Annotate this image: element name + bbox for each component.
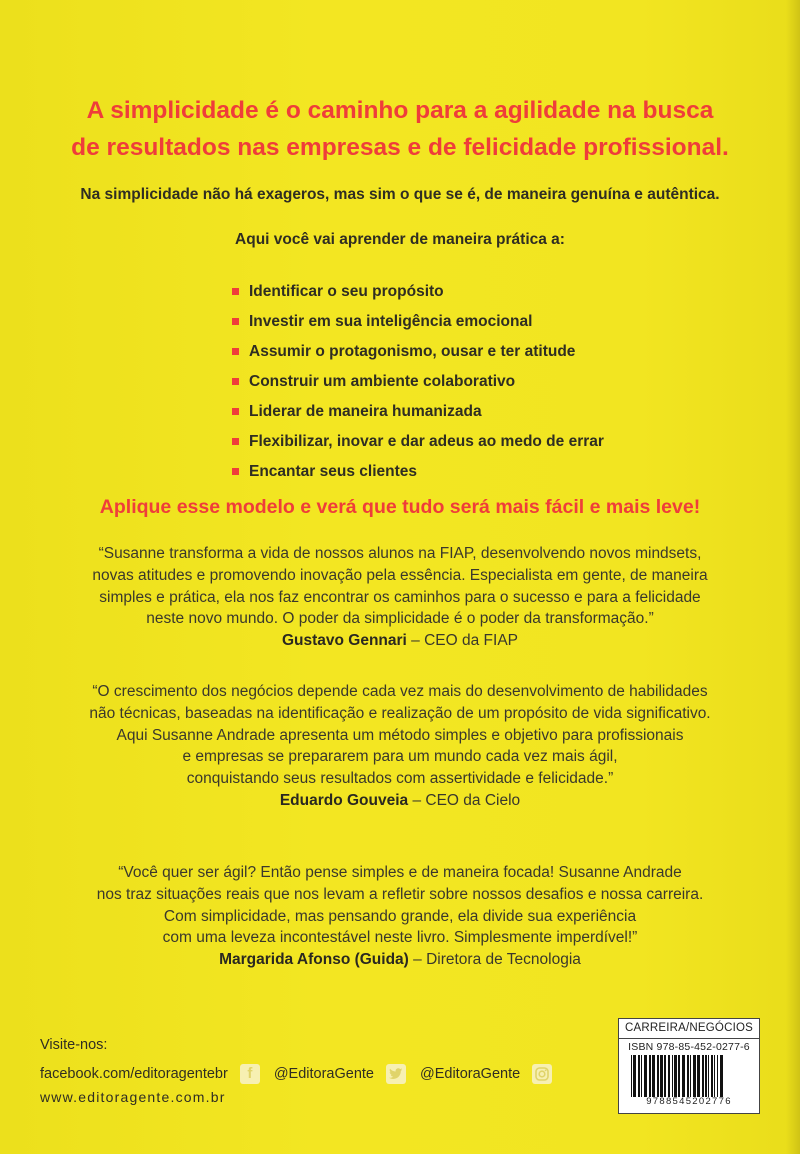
quote-line: não técnicas, baseadas na identificação e realização de um propósito de vida significativo.	[89, 704, 711, 722]
quote-attribution	[40, 949, 760, 971]
website-link[interactable]: www.editoragente.com.br	[40, 1089, 226, 1105]
quote-line: nos traz situações reais que nos levam a refletir sobre nossos desafios e nossa carreira.	[96, 885, 704, 903]
testimonial-gouveia	[40, 681, 760, 812]
category-label: CARREIRA/NEGÓCIOS	[619, 1019, 759, 1039]
bullet-square-icon	[232, 318, 239, 325]
list-item	[232, 400, 604, 430]
headline-line-2: de resultados nas empresas e de felicidade profissional.	[71, 134, 729, 161]
twitter-link[interactable]: @EditoraGente	[273, 1066, 374, 1082]
quote-author: Margarida Afonso (Guida)	[219, 951, 409, 969]
quote-line: Aqui Susanne Andrade apresenta um método simples e objetivo para profissionais	[116, 726, 684, 744]
bullet-square-icon	[232, 468, 239, 475]
list-item-label: Flexibilizar, inovar e dar adeus ao medo de errar	[249, 433, 604, 450]
headline-line-1: A simplicidade é o caminho para a agilidade na busca	[86, 97, 714, 124]
list-item-label: Liderar de maneira humanizada	[249, 403, 482, 420]
list-item	[232, 310, 604, 340]
intro-text: Na simplicidade não há exageros, mas sim o que se é, de maneira genuína e autêntica.	[80, 186, 720, 203]
quote-line: e empresas se prepararem para um mundo cada vez mais ágil,	[182, 748, 618, 766]
quote-line: neste novo mundo. O poder da simplicidade é o poder da transformação.”	[146, 610, 654, 628]
bullet-square-icon	[232, 438, 239, 445]
skills-list	[232, 280, 604, 490]
list-item	[232, 430, 604, 460]
list-item-label: Investir em sua inteligência emocional	[249, 313, 533, 330]
quote-author: Eduardo Gouveia	[279, 791, 409, 809]
lead-text: Aqui você vai aprender de maneira prática a:	[235, 231, 565, 248]
instagram-icon	[532, 1064, 552, 1084]
facebook-link[interactable]: facebook.com/editoragentebr	[40, 1066, 228, 1082]
quote-line: conquistando seus resultados com assertividade e felicidade.”	[186, 770, 614, 788]
quote-line: simples e prática, ela nos faz encontrar os caminhos para o sucesso e para a felicidade	[99, 588, 701, 606]
barcode-digits: 9788545202776	[646, 1096, 732, 1107]
quote-role: – CEO da FIAP	[406, 632, 519, 650]
list-item-label: Encantar seus clientes	[249, 463, 417, 480]
quote-line: novas atitudes e promovendo inovação pela essência. Especialista em gente, de maneira	[92, 566, 708, 584]
quote-line: “O crescimento dos negócios depende cada vez mais do desenvolvimento de habilidades	[92, 683, 708, 700]
barcode-image	[627, 1055, 751, 1097]
quote-attribution	[40, 790, 760, 812]
list-item	[232, 460, 604, 490]
bullet-square-icon	[232, 348, 239, 355]
call-to-action: Aplique esse modelo e verá que tudo será mais fácil e mais leve!	[99, 496, 701, 518]
bullet-square-icon	[232, 378, 239, 385]
list-item	[232, 340, 604, 370]
list-item	[232, 370, 604, 400]
quote-role: – Diretora de Tecnologia	[408, 951, 581, 969]
page-edge-shadow	[786, 0, 800, 1154]
bullet-square-icon	[232, 288, 239, 295]
list-item	[232, 280, 604, 310]
quote-line: “Susanne transforma a vida de nossos alunos na FIAP, desenvolvendo novos mindsets,	[98, 545, 702, 562]
social-links	[40, 1061, 566, 1087]
quote-line: com uma leveza incontestável neste livro. Simplesmente imperdível!”	[162, 929, 638, 947]
quote-author: Gustavo Gennari	[281, 632, 407, 650]
testimonial-afonso	[40, 862, 760, 971]
visit-label: Visite-nos:	[40, 1037, 108, 1053]
list-item-label: Identificar o seu propósito	[249, 283, 444, 300]
bullet-square-icon	[232, 408, 239, 415]
isbn-text: ISBN 978-85-452-0277-6	[628, 1041, 750, 1053]
quote-line: “Você quer ser ágil? Então pense simples e de maneira focada! Susanne Andrade	[118, 864, 682, 881]
quote-role: – CEO da Cielo	[408, 791, 521, 809]
twitter-icon	[386, 1064, 406, 1084]
facebook-icon: f	[240, 1064, 260, 1084]
quote-line: Com simplicidade, mas pensando grande, ela divide sua experiência	[163, 907, 637, 925]
instagram-link[interactable]: @EditoraGente	[420, 1066, 521, 1082]
list-item-label: Assumir o protagonismo, ousar e ter atitude	[249, 343, 576, 360]
quote-attribution	[40, 630, 760, 652]
headline	[60, 92, 740, 166]
isbn-barcode-box	[618, 1018, 760, 1114]
list-item-label: Construir um ambiente colaborativo	[249, 373, 516, 390]
testimonial-gennari	[40, 543, 760, 652]
